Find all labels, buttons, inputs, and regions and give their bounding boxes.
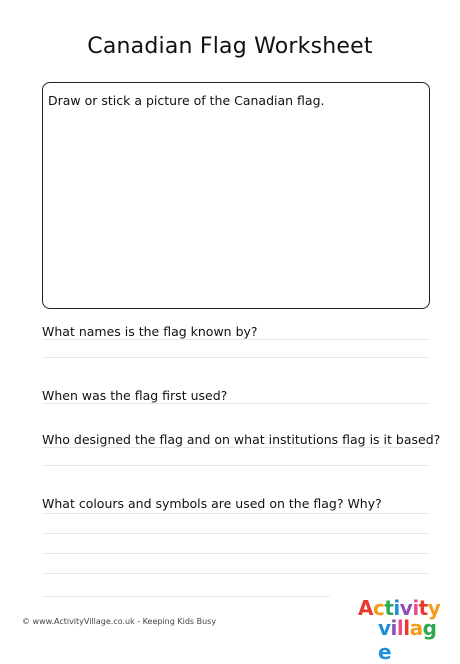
logo-word-village [378,616,442,664]
answer-line[interactable] [42,403,430,404]
logo-letter: g [422,616,437,640]
logo-letter: t [384,596,394,620]
answer-line[interactable] [42,465,430,466]
question-designer: Who designed the flag and on what institutions flag is it based? [42,432,441,447]
logo-letter: a [409,616,423,640]
logo-letter: i [412,596,419,620]
logo-letter: v [378,616,391,640]
logo-letter: v [399,596,413,620]
logo-letter: i [393,596,400,620]
logo-letter: A [358,596,373,620]
question-flag-names: What names is the flag known by? [42,324,258,339]
logo-letter: c [372,596,385,620]
answer-line[interactable] [42,596,330,597]
answer-line[interactable] [42,447,430,448]
answer-line[interactable] [42,339,430,340]
answer-line[interactable] [42,573,430,574]
logo-letter: l [396,616,404,640]
answer-line[interactable] [42,357,430,358]
worksheet-title: Canadian Flag Worksheet [87,34,373,59]
logo-letter: e [378,640,392,664]
drawing-box[interactable] [42,82,430,309]
activity-village-logo [358,596,442,664]
logo-letter: l [403,616,410,640]
answer-line[interactable] [42,533,430,534]
logo-letter: i [390,616,397,640]
question-first-used: When was the flag first used? [42,388,228,403]
footer-copyright: © www.ActivityVillage.co.uk - Keeping Kids Busy [22,617,217,626]
answer-line[interactable] [42,513,430,514]
drawing-instruction: Draw or stick a picture of the Canadian flag. [48,93,325,108]
question-colours-symbols: What colours and symbols are used on the flag? Why? [42,496,382,511]
answer-line[interactable] [42,553,430,554]
logo-letter: t [418,596,428,620]
logo-letter: y [427,596,441,620]
